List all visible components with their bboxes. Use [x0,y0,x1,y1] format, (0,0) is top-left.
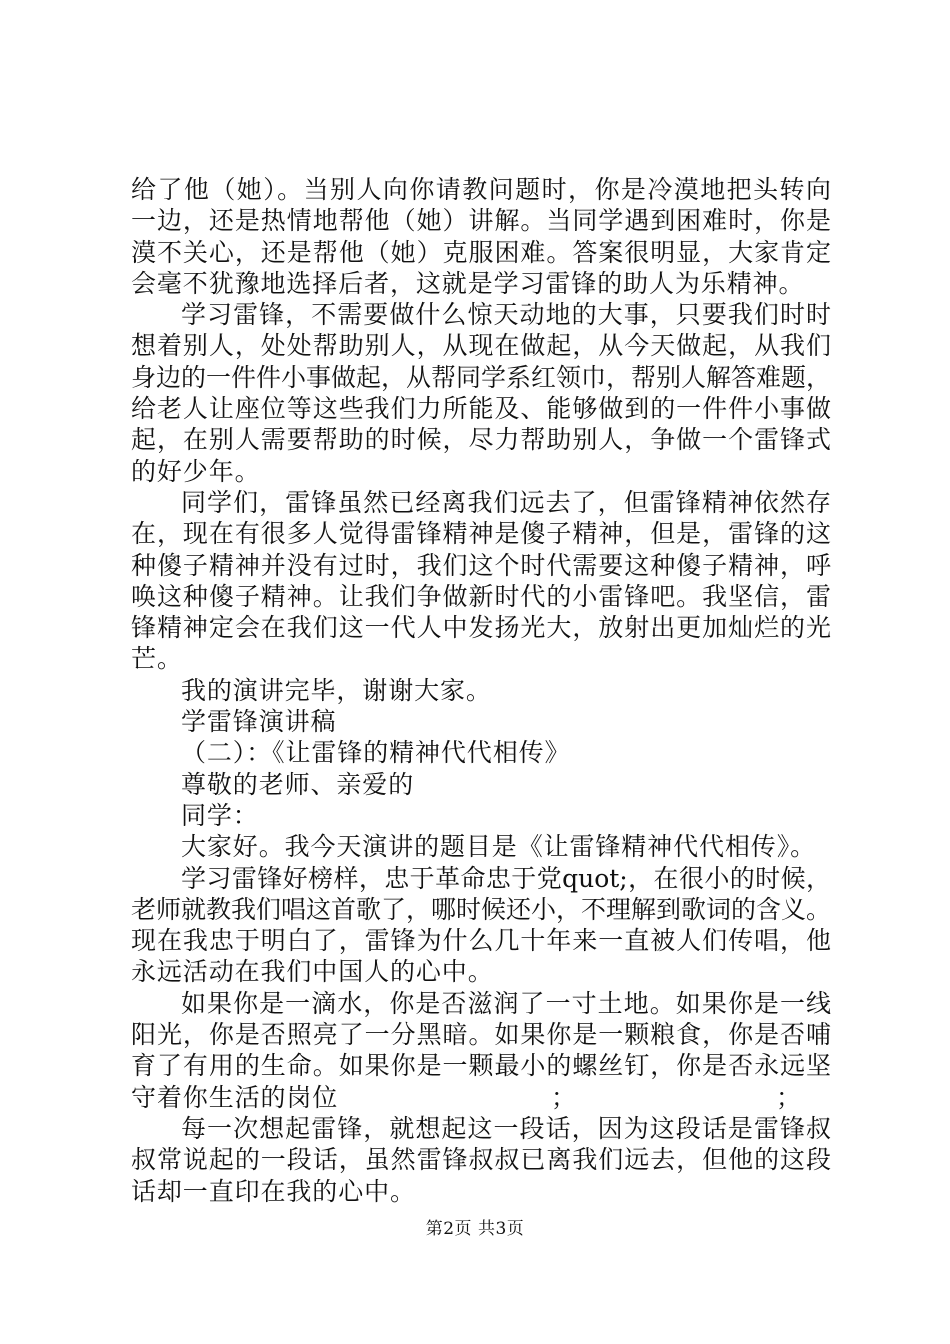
page-number: 第2页 共3页 [425,1219,525,1239]
subtitle-line: （二）：《让雷锋的精神代代相传》 [181,738,571,768]
text-line: 给老人让座位等这些我们力所能及、能够做到的一件件小事做 [131,394,831,424]
text-line-segment: 守着你生活的岗位 [131,1082,339,1112]
text-line: 育了有用的生命。如果你是一颗最小的螺丝钉，你是否永远坚 [131,1051,831,1081]
body-text [131,174,831,1207]
text-line: 我的演讲完毕，谢谢大家。 [181,675,492,705]
text-line: 想着别人，处处帮助别人，从现在做起，从今天做起，从我们 [131,331,831,361]
text-line: 阳光，你是否照亮了一分黑暗。如果你是一颗粮食，你是否哺 [131,1020,831,1050]
text-line: 芒。 [131,644,183,674]
text-line: 种傻子精神并没有过时，我们这个时代需要这种傻子精神，呼 [131,550,831,580]
heading-line: 学雷锋演讲稿 [181,707,337,737]
text-line: 现在我忠于明白了，雷锋为什么几十年来一直被人们传唱，他 [131,926,831,956]
text-line: 漠不关心，还是帮他（她）克服困难。答案很明显，大家肯定 [131,237,831,267]
semicolon-mark: ； [776,1082,802,1112]
text-line: 锋精神定会在我们这一代人中发扬光大，放射出更加灿烂的光 [131,613,831,643]
text-line: 给了他（她）。当别人向你请教问题时，你是冷漠地把头转向 [131,175,831,204]
text-line: 会毫不犹豫地选择后者，这就是学习雷锋的助人为乐精神。 [131,268,805,298]
text-line: 同学们，雷锋虽然已经离我们远去了，但雷锋精神依然存 [181,487,831,517]
text-line: 的好少年。 [131,456,261,486]
text-line: 大家好。我今天演讲的题目是《让雷锋精神代代相传》。 [181,832,817,862]
semicolon-mark: ； [551,1082,577,1112]
text-line: 唤这种傻子精神。让我们争做新时代的小雷锋吧。我坚信，雷 [131,581,831,611]
text-line [131,1082,831,1113]
text-line: 学习雷锋，不需要做什么惊天动地的大事，只要我们时时 [181,300,831,330]
text-line: 话却一直印在我的心中。 [131,1176,416,1206]
text-line: 老师就教我们唱这首歌了，哪时候还小，不理解到歌词的含义。 [131,894,832,924]
text-line: 每一次想起雷锋，就想起这一段话，因为这段话是雷锋叔 [181,1113,831,1143]
text-line: 在，现在有很多人觉得雷锋精神是傻子精神，但是，雷锋的这 [131,519,831,549]
text-line: 如果你是一滴水，你是否滋润了一寸土地。如果你是一线 [181,988,831,1018]
text-line: 一边，还是热情地帮他（她）讲解。当同学遇到困难时，你是 [131,206,831,236]
text-line: 同学： [181,800,259,830]
text-line: 学习雷锋好榜样，忠于革命忠于党quot;，在很小的时候， [181,863,831,893]
text-line: 身边的一件件小事做起，从帮同学系红领巾，帮别人解答难题， [131,362,832,392]
text-line: 叔常说起的一段话，虽然雷锋叔叔已离我们远去，但他的这段 [131,1145,831,1175]
text-line: 永远活动在我们中国人的心中。 [131,957,494,987]
text-line: 起，在别人需要帮助的时候，尽力帮助别人，争做一个雷锋式 [131,425,831,455]
text-line: 尊敬的老师、亲爱的 [181,769,415,799]
